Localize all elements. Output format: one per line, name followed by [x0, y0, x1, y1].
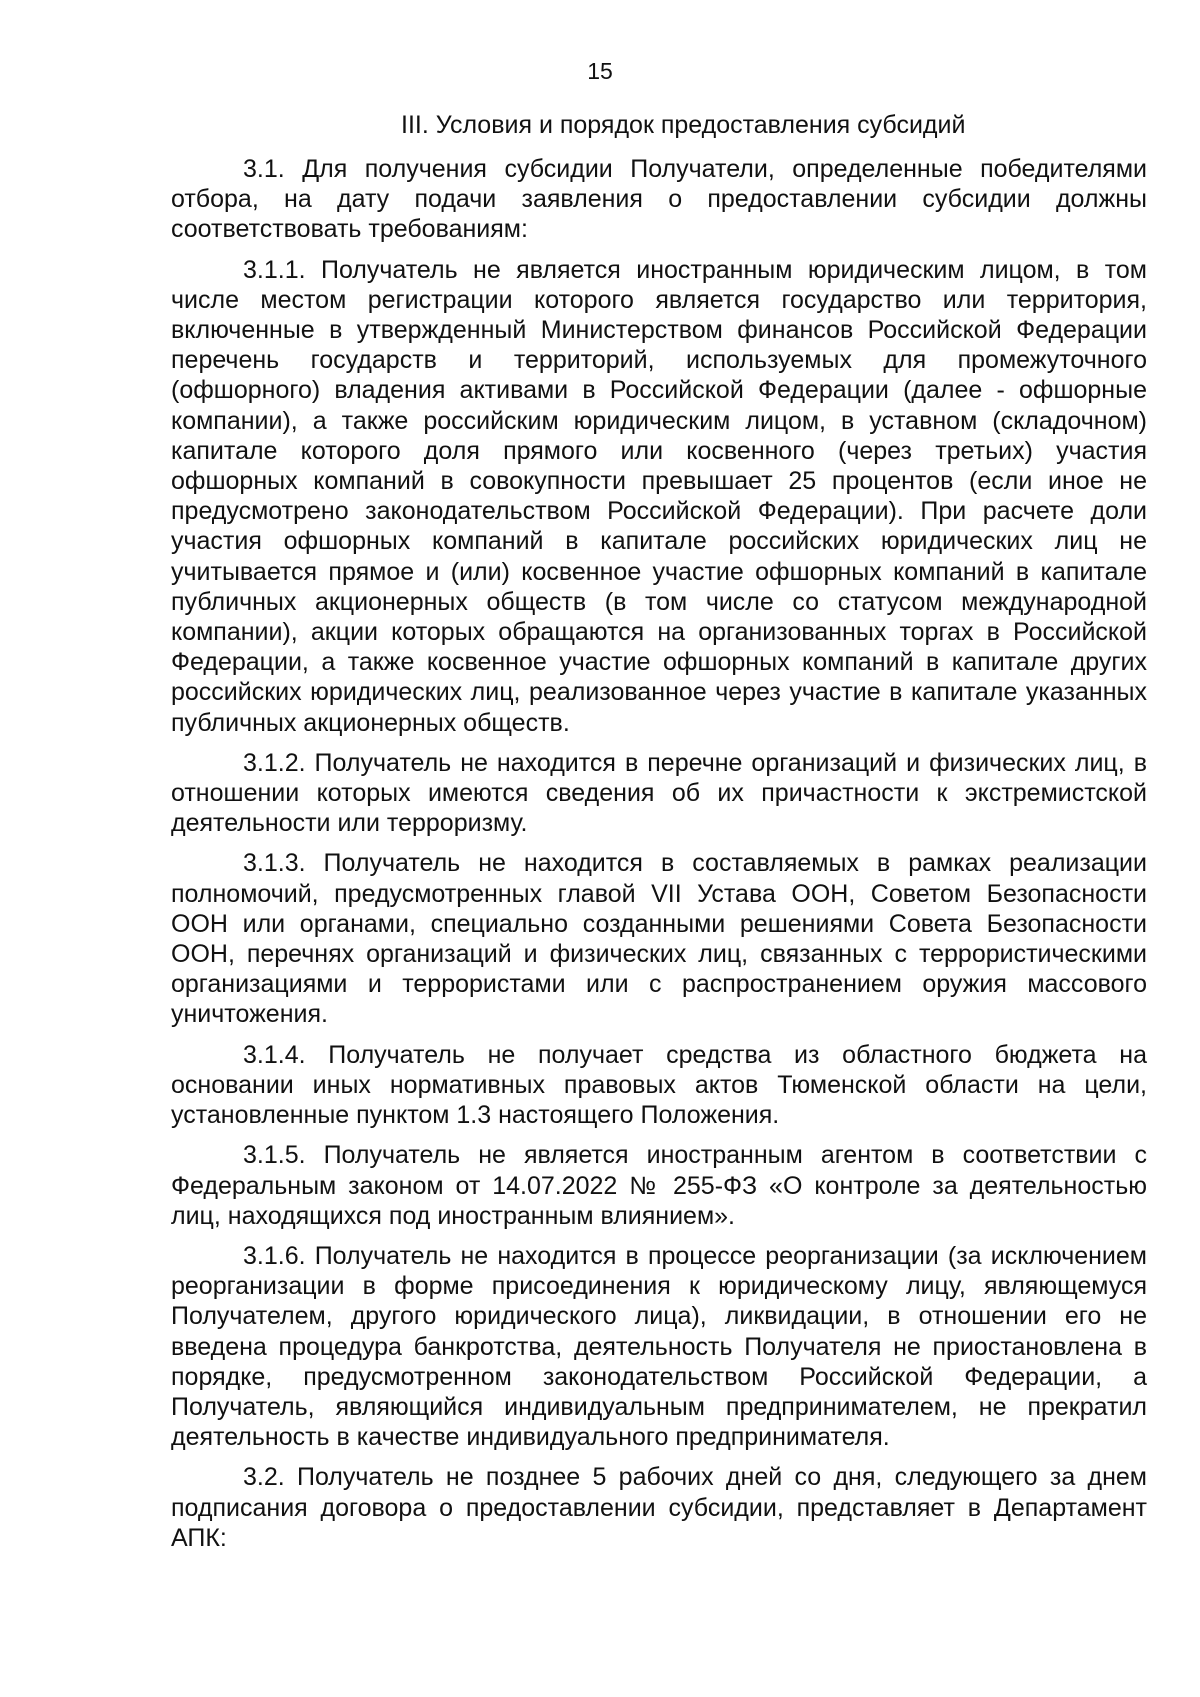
paragraph-3-1-1: 3.1.1. Получатель не является иностранным юридическим лицом, в том числе местом регистрации которого является государство или территория, включенные в утвержденный Министерством финансов Российской Федерации перечень государств и территорий, используемых для промежуточного (офшорного) владения активами в Российской Федерации (далее - офшорные компании), а также российским юридическим лицом, в уставном (складочном) капитале которого доля прямого или косвенного (через третьих) участия офшорных компаний в совокупности превышает 25 процентов (если иное не предусмотрено законодательством Российской Федерации). При расчете доли участия офшорных компаний в капитале российских юридических лиц не учитывается прямое и (или) косвенное участие офшорных компаний в капитале публичных акционерных обществ (в том числе со статусом международной компании), акции которых обращаются на организованных торгах в Российской Федерации, а также косвенное участие офшорных компаний в капитале других российских юридических лиц, реализованное через участие в капитале указанных публичных акционерных обществ. — [171, 255, 1147, 737]
paragraph-3-1-4: 3.1.4. Получатель не получает средства из областного бюджета на основании иных нормативных правовых актов Тюменской области на цели, установленные пунктом 1.3 настоящего Положения. — [171, 1040, 1147, 1130]
paragraph-3-1-5: 3.1.5. Получатель не является иностранным агентом в соответствии с Федеральным законом от 14.07.2022 № 255-ФЗ «О контроле за деятельностью лиц, находящихся под иностранным влиянием». — [171, 1141, 1147, 1230]
paragraph-3-1-2: 3.1.2. Получатель не находится в перечне организаций и физических лиц, в отношении которых имеются сведения об их причастности к экстремистской деятельности или терроризму. — [171, 748, 1147, 838]
page-number: 15 — [587, 58, 613, 84]
paragraph-3-1-6: 3.1.6. Получатель не находится в процессе реорганизации (за исключением реорганизации в форме присоединения к юридическому лицу, являющемуся Получателем, другого юридического лица), ликвидации, в отношении его не введена процедура банкротства, деятельность Получателя не приостановлена в порядке, предусмотренном законодательством Российской Федерации, а Получатель, являющийся индивидуальным предпринимателем, не прекратил деятельность в качестве индивидуального предпринимателя. — [171, 1241, 1147, 1452]
paragraph-3-1-3: 3.1.3. Получатель не находится в составляемых в рамках реализации полномочий, предусмотренных главой VII Устава ООН, Советом Безопасности ООН или органами, специально созданными решениями Совета Безопасности ООН, перечнях организаций и физических лиц, связанных с террористическими организациями и террористами или с распространением оружия массового уничтожения. — [171, 849, 1147, 1029]
document-body — [171, 110, 1147, 1563]
section-heading: III. Условия и порядок предоставления субсидий — [401, 111, 966, 139]
paragraph-3-2: 3.2. Получатель не позднее 5 рабочих дней со дня, следующего за днем подписания договора о предоставлении субсидии, представляет в Департамент АПК: — [171, 1463, 1147, 1552]
paragraph-3-1: 3.1. Для получения субсидии Получатели, определенные победителями отбора, на дату подачи заявления о предоставлении субсидии должны соответствовать требованиям: — [171, 155, 1147, 244]
